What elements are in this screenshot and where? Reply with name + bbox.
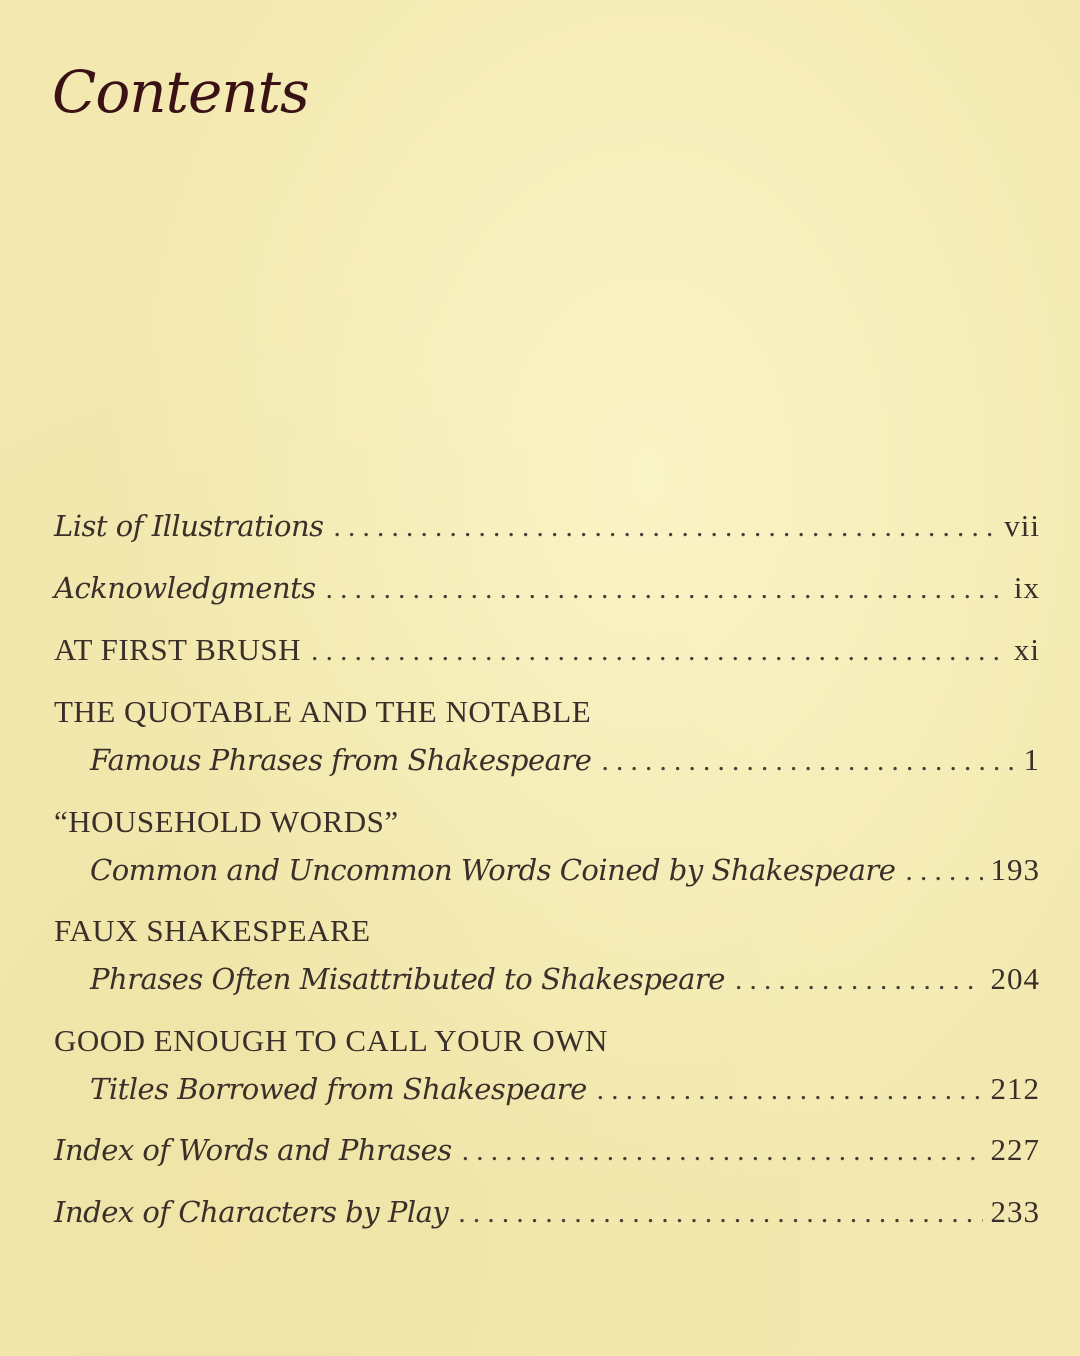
toc-entry-at-first-brush	[54, 632, 1040, 678]
leader-dots	[905, 855, 982, 888]
toc-entry-page: vii	[1004, 508, 1040, 543]
toc-entry-misattributed	[90, 961, 1040, 1007]
toc-section-heading: GOOD ENOUGH TO CALL YOUR OWN	[54, 1023, 608, 1058]
toc-entry-common-words	[90, 852, 1040, 898]
toc-entry-page: 1	[1023, 742, 1040, 777]
leader-dots	[458, 1197, 982, 1230]
toc-entry-page: 193	[990, 852, 1040, 887]
toc-entry-page: ix	[1013, 570, 1040, 605]
toc-entry-label: Titles Borrowed from Shakespeare	[90, 1072, 587, 1106]
toc-entry-acknowledgments	[54, 570, 1040, 616]
toc-entry-page: 204	[990, 961, 1040, 996]
toc-entry-page: xi	[1013, 632, 1040, 667]
toc-entry-page: 212	[990, 1071, 1040, 1106]
leader-dots	[326, 573, 1006, 606]
toc-entry-label: List of Illustrations	[54, 509, 324, 543]
leader-dots	[311, 635, 1006, 668]
page-title: Contents	[52, 58, 309, 126]
toc-section-heading: THE QUOTABLE AND THE NOTABLE	[54, 694, 592, 729]
leader-dots	[462, 1135, 983, 1168]
toc-entry-label: Acknowledgments	[54, 571, 316, 605]
toc-entry-famous-phrases	[90, 742, 1040, 788]
leader-dots	[735, 964, 983, 997]
toc-entry-index-words	[54, 1132, 1040, 1178]
toc-section-heading: “HOUSEHOLD WORDS”	[54, 804, 399, 839]
leader-dots	[597, 1074, 983, 1107]
leader-dots	[334, 511, 997, 544]
toc-entry-label: Phrases Often Misattributed to Shakespeare	[90, 962, 725, 996]
toc-entry-titles-borrowed	[90, 1071, 1040, 1117]
toc-entry-label: Index of Words and Phrases	[54, 1133, 452, 1167]
toc-entry-index-characters	[54, 1194, 1040, 1240]
toc-entry-label: Index of Characters by Play	[54, 1195, 449, 1229]
toc-entry-label: Common and Uncommon Words Coined by Shakespeare	[90, 853, 896, 887]
toc-entry-list-of-illustrations	[54, 508, 1040, 554]
toc-entry-page: 233	[990, 1194, 1040, 1229]
leader-dots	[601, 745, 1015, 778]
toc-entry-label: AT FIRST BRUSH	[54, 632, 302, 667]
toc-entry-page: 227	[990, 1132, 1040, 1167]
toc-section-heading: FAUX SHAKESPEARE	[54, 913, 371, 948]
toc-entry-label: Famous Phrases from Shakespeare	[90, 743, 592, 777]
